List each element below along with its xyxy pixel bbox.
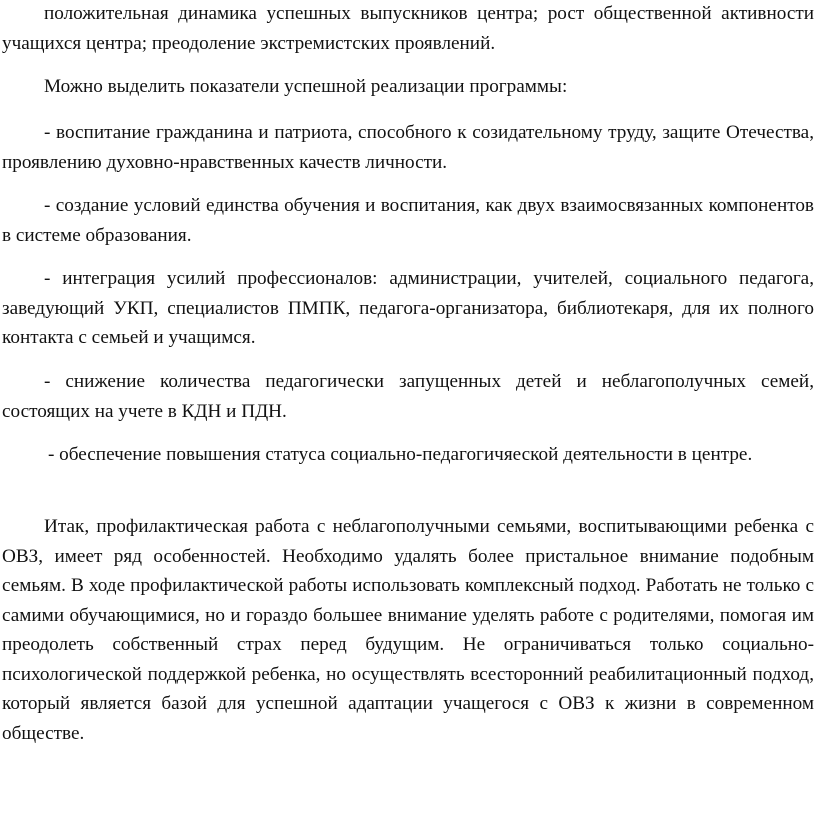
paragraph-indicator-integration: - интеграция усилий профессионалов: администрации, учителей, социального педагога, заведующий УКП, специалистов ПМПК, педагога-организатора, библиотекаря, для их полного контакта с семьей и учащимся. — [2, 268, 814, 348]
paragraph-program-outcomes: положительная динамика успешных выпускников центра; рост общественной активности учащихся центра; преодоление экстремистских проявлений. — [2, 3, 814, 54]
paragraph-indicator-citizen: - воспитание гражданина и патриота, способного к созидательному труду, защите Отечества, проявлению духовно-нравственных качеств личности. — [2, 122, 814, 173]
paragraph-indicator-reduction: - снижение количества педагогически запущенных детей и неблагополучных семей, состоящих на учете в КДН и ПДН. — [2, 371, 814, 422]
paragraph-indicator-unity: - создание условий единства обучения и воспитания, как двух взаимосвязанных компонентов в системе образования. — [2, 195, 814, 246]
paragraph-indicators-intro: Можно выделить показатели успешной реализации программы: — [44, 76, 568, 97]
paragraph-conclusion: Итак, профилактическая работа с неблагополучными семьями, воспитывающими ребенка с ОВЗ, имеет ряд особенностей. Необходимо удалять более пристальное внимание подобным семьям. В ходе профилактической работы использовать комплексный подход. Работать не только с самими обучающимися, но и гораздо большее внимание уделять работе с родителями, помогая им преодолеть собственный страх перед будущим. Не ограничиваться только социально-психологической поддержкой ребенка, но осуществлять всесторонний реабилитационный подход, который является базой для успешной адаптации учащегося с ОВЗ к жизни в современном обществе. — [2, 516, 814, 744]
paragraph-indicator-status: - обеспечение повышения статуса социально-педагогичяеской деятельности в центре. — [48, 444, 753, 465]
